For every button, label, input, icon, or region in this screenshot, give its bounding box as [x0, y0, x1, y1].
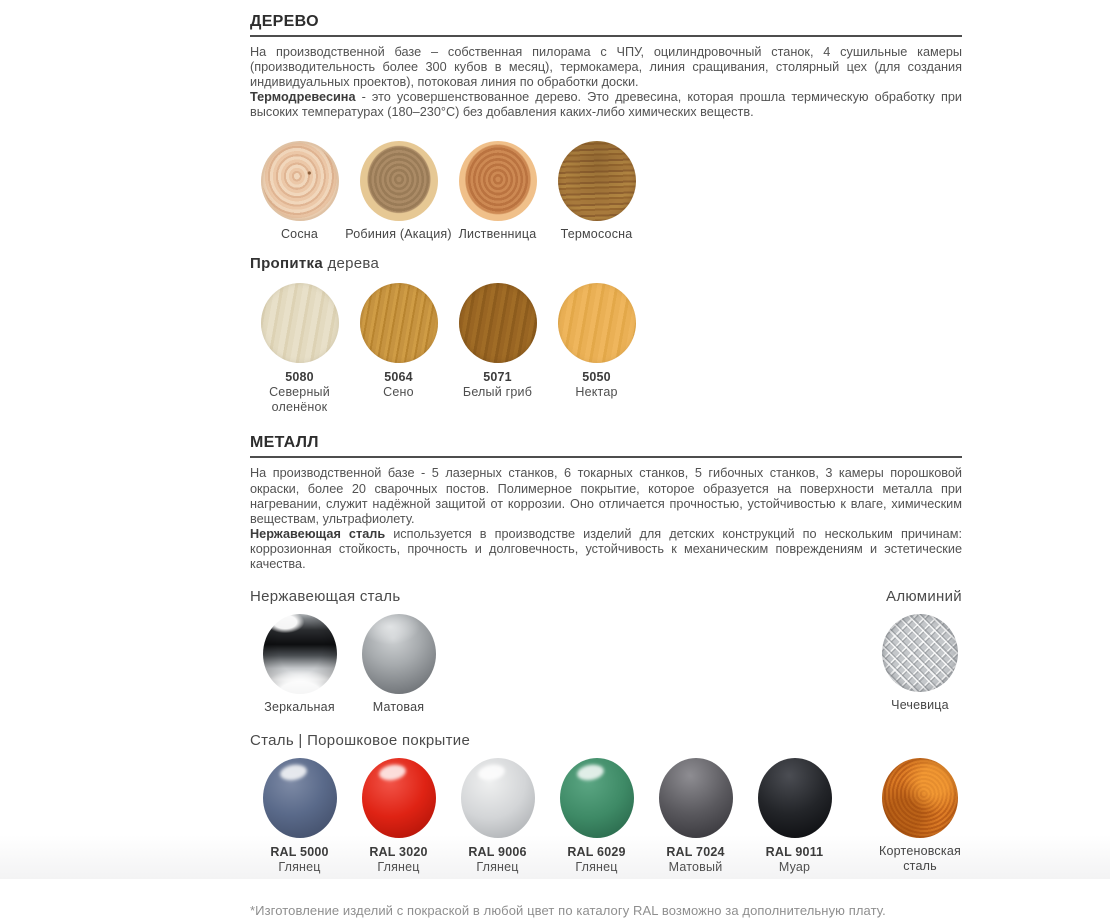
- matte-steel-swatch: [362, 614, 436, 694]
- metal-intro-paragraph: На производственной базе - 5 лазерных станков, 6 токарных станков, 5 гибочных станков, 3 камеры порошковой окраски, более 20 сварочных постов. Полимерное покрытие, которое образуется на поверхности металла при нагревании, служит надёжной защитой от коррозии. Оно отличается прочностью, устойчивостью к влаге, химическим веществам, ультрафиолету.: [250, 466, 962, 526]
- ral-finish: Глянец: [278, 860, 321, 875]
- ral-code: RAL 5000: [270, 845, 329, 860]
- stainless-label: Зеркальная: [264, 700, 335, 715]
- ral-5000-swatch: [263, 758, 337, 838]
- stain-code: 5071: [483, 370, 512, 385]
- ral-9006-swatch: [461, 758, 535, 838]
- ral-item: [250, 758, 349, 875]
- wood-species-label: Робиния (Акация): [345, 227, 452, 242]
- ral-code: RAL 9006: [468, 845, 527, 860]
- robinia-wood-swatch: [360, 141, 438, 221]
- mirror-steel-swatch: [263, 614, 337, 694]
- wood-section-title: ДЕРЕВО: [250, 13, 319, 30]
- stainless-lead: Нержавеющая сталь: [250, 526, 386, 541]
- wood-species-item: [250, 141, 349, 242]
- wood-section-divider: [250, 35, 962, 37]
- ral-finish: Глянец: [575, 860, 618, 875]
- corten-label: Кортеновская сталь: [879, 844, 961, 874]
- ral-7024-swatch: [659, 758, 733, 838]
- metal-section-divider: [250, 456, 962, 458]
- stainless-paragraph: [250, 527, 962, 572]
- impregnation-title: [250, 255, 962, 272]
- aluminum-item: [878, 614, 962, 713]
- impregnation-title-light: дерева: [322, 255, 380, 273]
- lentil-aluminum-swatch: [882, 614, 958, 692]
- thermo-wood-paragraph: [250, 90, 962, 120]
- ral-9011-swatch: [758, 758, 832, 838]
- ral-code: RAL 6029: [567, 845, 626, 860]
- stainless-row: [250, 614, 962, 715]
- wood-species-label: Сосна: [280, 227, 319, 242]
- stain-name: Белый гриб: [462, 385, 533, 400]
- ral-item: [448, 758, 547, 875]
- stain-5071-swatch: [459, 283, 537, 363]
- metal-section-title: МЕТАЛЛ: [250, 434, 319, 452]
- ral-code: RAL 3020: [369, 845, 428, 860]
- stainless-item: [250, 614, 349, 715]
- ral-item: [547, 758, 646, 875]
- impregnation-row: [250, 283, 962, 415]
- stainless-label: Матовая: [372, 700, 425, 715]
- wood-species-label: Термососна: [560, 227, 633, 242]
- thermo-wood-text: - это усовершенствованное дерево. Это древесина, которая прошла термическую обработку при высоких температурах (180–230°С) без добавления каких-либо химических веществ.: [250, 90, 962, 120]
- ral-code: RAL 7024: [666, 845, 725, 860]
- stain-code: 5050: [582, 370, 611, 385]
- ral-finish: Муар: [778, 860, 811, 875]
- wood-species-item: [345, 141, 452, 242]
- stain-name: Сено: [383, 385, 414, 400]
- stain-5050-swatch: [558, 283, 636, 363]
- ral-item: [349, 758, 448, 875]
- impregnation-item: [349, 283, 448, 400]
- thermo-pine-wood-swatch: [558, 141, 636, 221]
- ral-footnote: *Изготовление изделий с покраской в любой цвет по каталогу RAL возможно за дополнительную плату.: [250, 903, 886, 918]
- stain-code: 5080: [285, 370, 314, 385]
- stainless-aluminum-headers: [250, 588, 962, 605]
- corten-item: [878, 758, 962, 874]
- ral-finish: Матовый: [668, 860, 723, 875]
- stainless-text: используется в производстве изделий для детских конструкций по нескольким причинам: коррозионная стойкость, прочность и долговечность, устойчивость к механическим повреждениям и эстетические качества.: [250, 526, 962, 572]
- ral-finish: Глянец: [476, 860, 519, 875]
- page-content: [250, 13, 962, 918]
- powder-coating-title: Сталь | Порошковое покрытие: [250, 732, 471, 750]
- impregnation-item: [250, 283, 349, 415]
- wood-species-item: [448, 141, 547, 242]
- stain-5080-swatch: [261, 283, 339, 363]
- impregnation-item: [448, 283, 547, 400]
- ral-finish: Глянец: [377, 860, 420, 875]
- pine-wood-swatch: [261, 141, 339, 221]
- stain-name: Северный оленёнок: [269, 385, 330, 415]
- ral-code: RAL 9011: [765, 845, 824, 860]
- larch-wood-swatch: [459, 141, 537, 221]
- aluminum-title: Алюминий: [886, 588, 962, 606]
- thermo-wood-lead: Термодревесина: [250, 90, 356, 105]
- ral-3020-swatch: [362, 758, 436, 838]
- powder-coating-row: [250, 758, 962, 875]
- wood-species-item: [547, 141, 646, 242]
- stain-code: 5064: [384, 370, 413, 385]
- stain-5064-swatch: [360, 283, 438, 363]
- stainless-item: [349, 614, 448, 715]
- impregnation-item: [547, 283, 646, 400]
- stain-name: Нектар: [575, 385, 618, 400]
- wood-intro-paragraph: На производственной базе – собственная пилорама с ЧПУ, оцилиндровочный станок, 4 сушильные камеры (производительность более 300 кубов в месяц), термокамера, линия сращивания, столярный цех (для создания индивидуальных проектов), потоковая линия по обработки доски.: [250, 45, 962, 90]
- ral-item: [646, 758, 745, 875]
- wood-species-label: Лиственница: [458, 227, 537, 242]
- ral-item: [745, 758, 844, 875]
- stainless-steel-title: Нержавеющая сталь: [250, 588, 401, 606]
- aluminum-label: Чечевица: [891, 698, 949, 713]
- ral-6029-swatch: [560, 758, 634, 838]
- impregnation-title-bold: Пропитка: [250, 255, 323, 273]
- wood-species-row: [250, 141, 962, 242]
- corten-steel-swatch: [882, 758, 958, 838]
